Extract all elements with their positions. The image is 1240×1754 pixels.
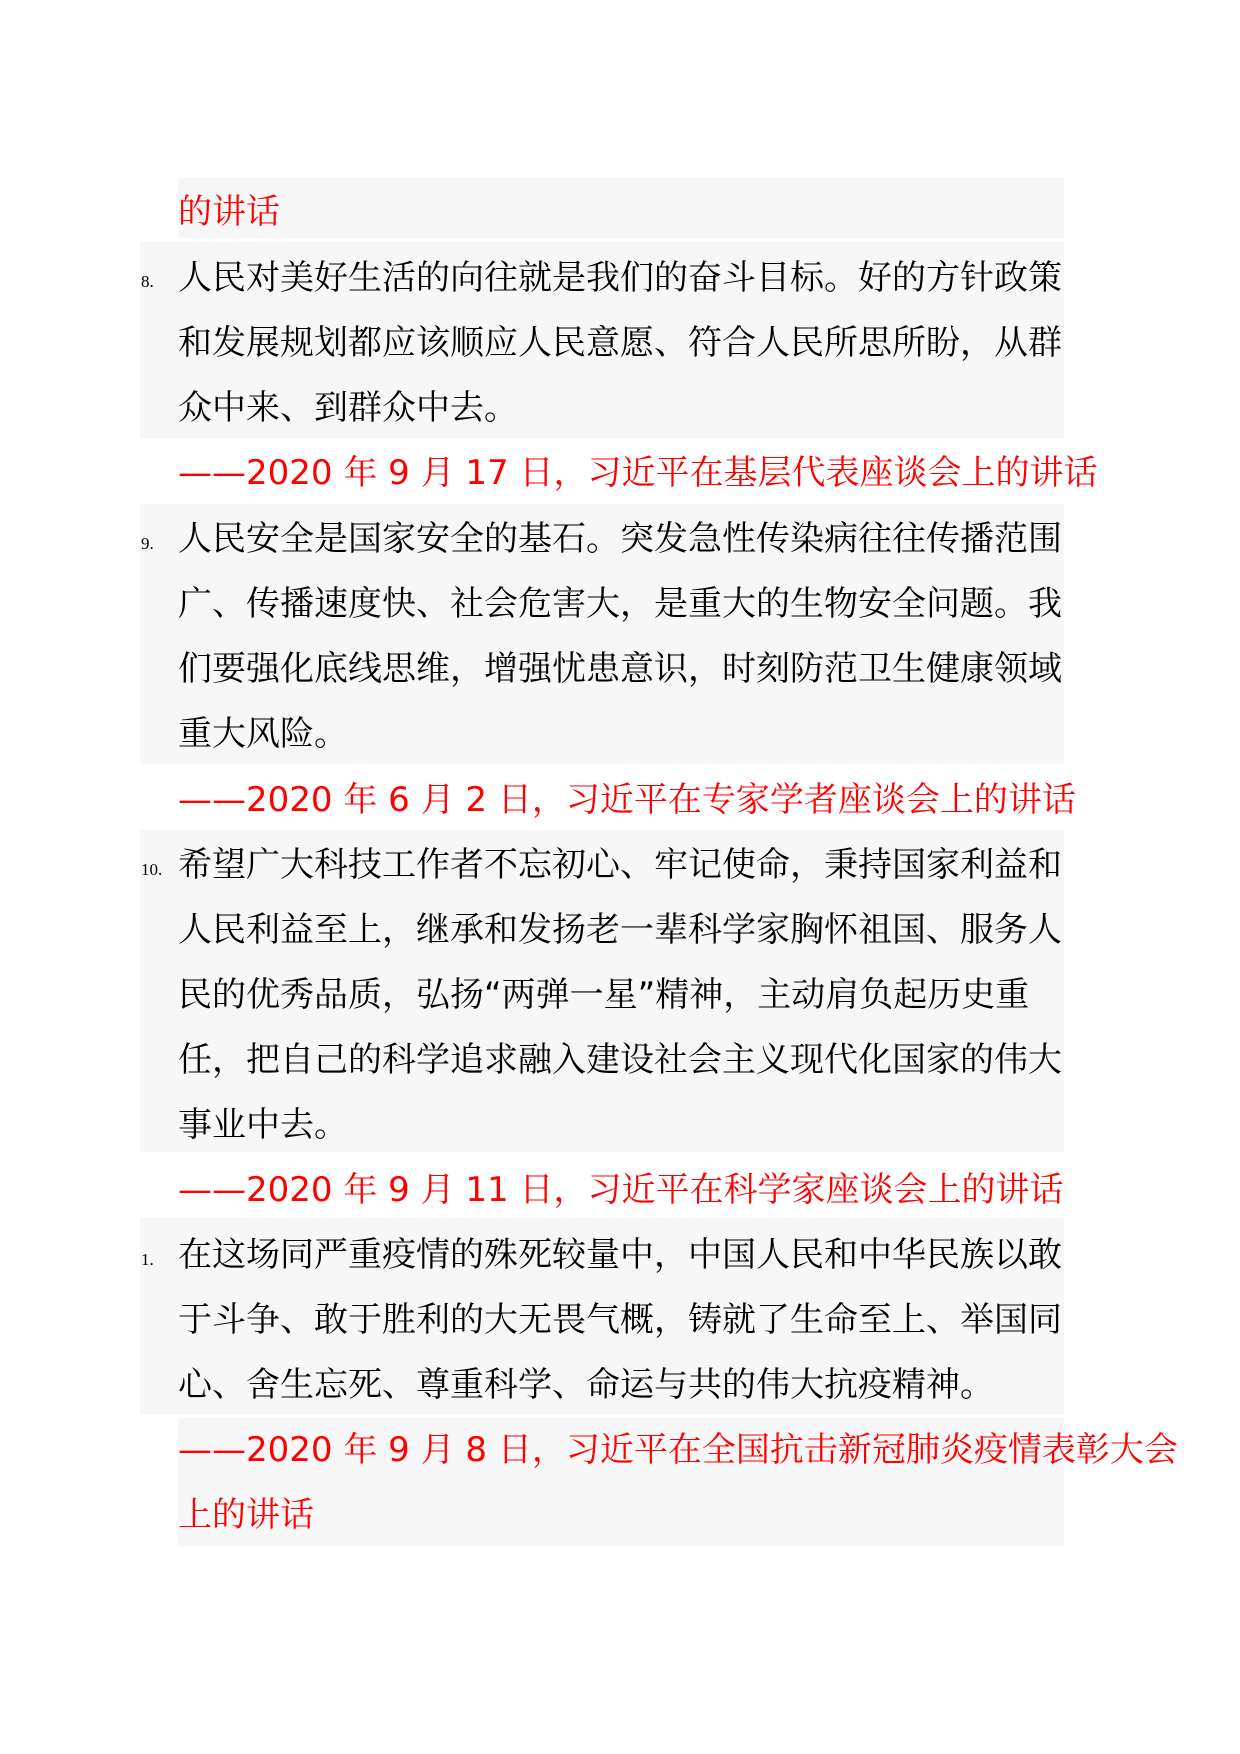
quote-line: 于斗争、敢于胜利的大无畏气概，铸就了生命至上、举国同: [178, 1300, 1062, 1340]
quote-line: 人民对美好生活的向往就是我们的奋斗目标。好的方针政策: [178, 258, 1062, 298]
quote-line: 众中来、到群众中去。: [178, 388, 518, 428]
shade-top: [178, 178, 1064, 238]
quote-source: ——2020 年 9 月 8 日，习近平在全国抗击新冠肺炎疫情表彰大会: [178, 1430, 1178, 1470]
source-fragment: 的讲话: [178, 192, 280, 232]
quote-line: 重大风险。: [178, 714, 348, 754]
item-number: 10.: [141, 860, 163, 879]
item-number: 9.: [141, 534, 154, 553]
quote-line: 人民利益至上，继承和发扬老一辈科学家胸怀祖国、服务人: [178, 910, 1062, 950]
quote-line: 民的优秀品质，弘扬“两弹一星”精神，主动肩负起历史重: [178, 975, 1030, 1015]
quote-line: 事业中去。: [178, 1105, 348, 1145]
item-number: 1.: [141, 1250, 154, 1269]
quote-source: 上的讲话: [178, 1495, 314, 1535]
quote-line: 心、舍生忘死、尊重科学、命运与共的伟大抗疫精神。: [178, 1365, 994, 1405]
quote-line: 希望广大科技工作者不忘初心、牢记使命，秉持国家利益和: [178, 845, 1062, 885]
quote-line: 广、传播速度快、社会危害大，是重大的生物安全问题。我: [178, 584, 1062, 624]
quote-line: 在这场同严重疫情的殊死较量中，中国人民和中华民族以敢: [178, 1235, 1062, 1275]
quote-source: ——2020 年 6 月 2 日，习近平在专家学者座谈会上的讲话: [178, 780, 1076, 820]
quote-line: 任，把自己的科学追求融入建设社会主义现代化国家的伟大: [178, 1040, 1062, 1080]
quote-line: 和发展规划都应该顺应人民意愿、符合人民所思所盼，从群: [178, 323, 1062, 363]
quote-line: 人民安全是国家安全的基石。突发急性传染病往往传播范围: [178, 519, 1062, 559]
quote-line: 们要强化底线思维，增强忧患意识，时刻防范卫生健康领域: [178, 649, 1062, 689]
quote-source: ——2020 年 9 月 11 日，习近平在科学家座谈会上的讲话: [178, 1170, 1064, 1210]
quote-source: ——2020 年 9 月 17 日，习近平在基层代表座谈会上的讲话: [178, 453, 1098, 493]
item-number: 8.: [141, 272, 154, 291]
